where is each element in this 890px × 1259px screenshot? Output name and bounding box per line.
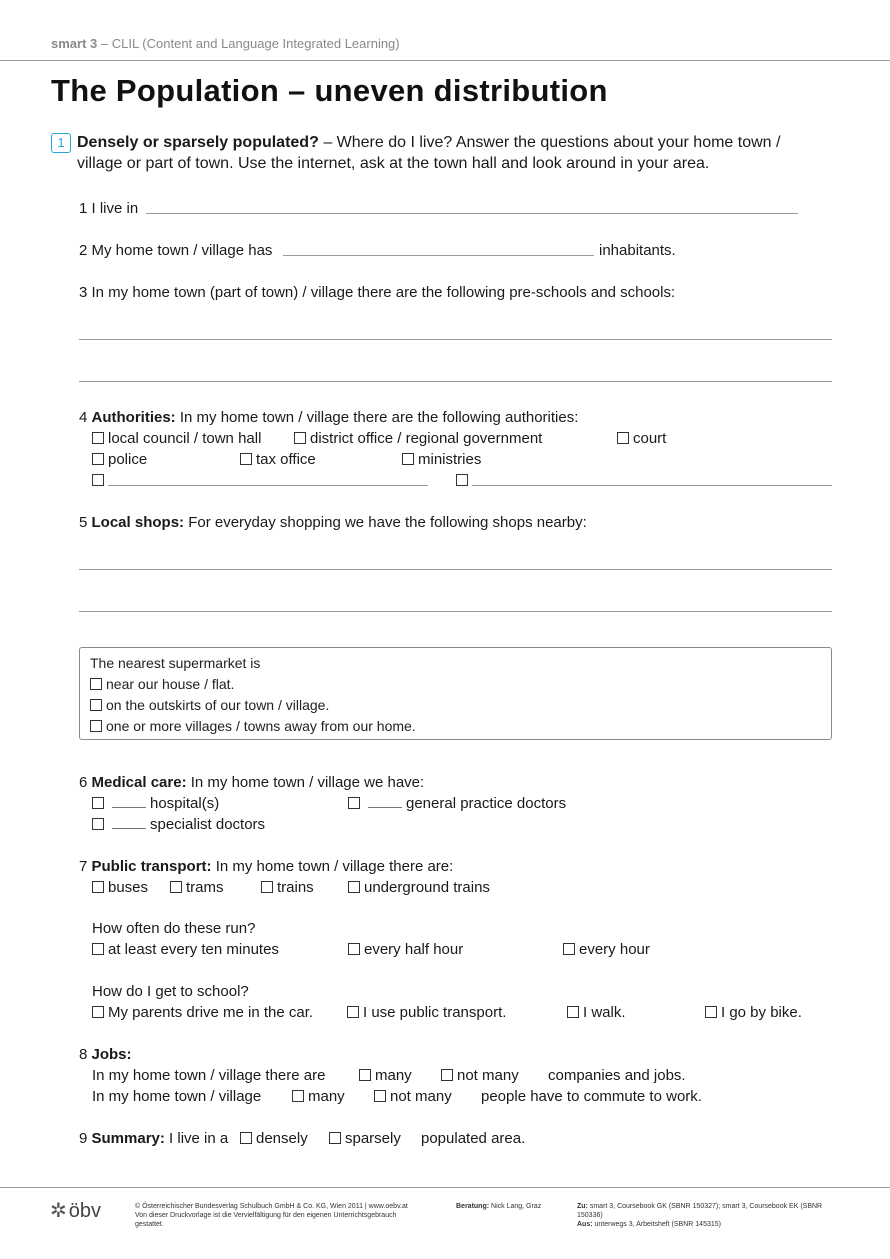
checkbox[interactable] <box>90 678 102 690</box>
q7-school-walk[interactable]: I walk. <box>567 1004 626 1022</box>
q4-option-tax-office[interactable]: tax office <box>240 451 316 469</box>
q7-school-car[interactable]: My parents drive me in the car. <box>92 1004 313 1022</box>
q4-other-1-line[interactable] <box>108 485 428 486</box>
q3-answer-line-2[interactable] <box>79 381 832 382</box>
q8-number: 8 <box>79 1046 88 1063</box>
q6-number: 6 <box>79 774 88 791</box>
q6-option-hospitals[interactable]: hospital(s) <box>92 795 219 813</box>
q7-heading: Public transport: <box>91 858 212 875</box>
q4-number: 4 <box>79 409 88 426</box>
checkbox[interactable] <box>374 1090 386 1102</box>
checkbox[interactable] <box>456 474 468 486</box>
checkbox[interactable] <box>617 432 629 444</box>
q8-row1-end: companies and jobs. <box>548 1067 686 1084</box>
checkbox[interactable] <box>92 1006 104 1018</box>
checkbox[interactable] <box>92 453 104 465</box>
q2-answer-line[interactable] <box>283 255 594 256</box>
task-number-badge: 1 <box>51 133 71 153</box>
checkbox[interactable] <box>92 881 104 893</box>
q3-label: 3 In my home town (part of town) / village there are the following pre-schools and schools: <box>79 284 676 301</box>
q2-suffix: inhabitants. <box>599 242 676 259</box>
q7-frequency-half-hour[interactable]: every half hour <box>348 941 463 959</box>
header-divider <box>0 60 890 61</box>
q4-other-2-line[interactable] <box>472 485 832 486</box>
q5-answer-line-2[interactable] <box>79 611 832 612</box>
q4-option-police[interactable]: police <box>92 451 147 469</box>
q5-text: For everyday shopping we have the following shops nearby: <box>188 514 587 531</box>
q8-row2-many[interactable]: many <box>292 1088 345 1106</box>
checkbox[interactable] <box>347 1006 359 1018</box>
checkbox[interactable] <box>92 474 104 486</box>
q7-frequency-ten-minutes[interactable]: at least every ten minutes <box>92 941 279 959</box>
q2-label: 2 My home town / village has <box>79 242 273 259</box>
q5-label <box>79 514 587 532</box>
q7-school-bike[interactable]: I go by bike. <box>705 1004 802 1022</box>
q8-row1-many[interactable]: many <box>359 1067 412 1085</box>
q6-option-specialists[interactable]: specialist doctors <box>92 816 265 834</box>
q9-option-sparsely[interactable]: sparsely <box>329 1130 401 1148</box>
footer-advice: Beratung: Nick Lang, Graz <box>456 1203 542 1210</box>
q1-answer-line[interactable] <box>146 213 798 214</box>
footer-divider <box>0 1187 890 1188</box>
brand-name: smart 3 <box>51 36 98 51</box>
q4-option-ministries[interactable]: ministries <box>402 451 481 469</box>
q6-label <box>79 774 424 792</box>
checkbox[interactable] <box>92 818 104 830</box>
q9-option-densely[interactable]: densely <box>240 1130 308 1148</box>
checkbox[interactable] <box>294 432 306 444</box>
checkbox[interactable] <box>348 881 360 893</box>
q4-option-district-office[interactable]: district office / regional government <box>294 430 542 448</box>
q9-end: populated area. <box>421 1130 526 1147</box>
q9-heading: Summary: <box>91 1130 165 1147</box>
checkbox[interactable] <box>567 1006 579 1018</box>
q7-option-trams[interactable]: trams <box>170 879 224 897</box>
q8-heading: Jobs: <box>91 1046 132 1063</box>
supermarket-box <box>79 647 832 740</box>
footer-copyright: © Österreichischer Bundesverlag Schulbuch GmbH & Co. KG, Wien 2011 | www.oebv.at Von dieser Druckvorlage ist die Vervielfältigung für den eigenen Unterrichtsgebrauch gestattet. <box>135 1203 408 1228</box>
q3-answer-line-1[interactable] <box>79 339 832 340</box>
q7-number: 7 <box>79 858 88 875</box>
q8-label <box>79 1046 132 1064</box>
count-blank[interactable] <box>112 816 146 829</box>
q7-school-public-transport[interactable]: I use public transport. <box>347 1004 506 1022</box>
q8-row2-not-many[interactable]: not many <box>374 1088 452 1106</box>
checkbox[interactable] <box>402 453 414 465</box>
q7-school-question: How do I get to school? <box>92 983 249 1000</box>
q6-option-gp-doctors[interactable]: general practice doctors <box>348 795 566 813</box>
checkbox[interactable] <box>348 797 360 809</box>
supermarket-option-villages-away[interactable]: one or more villages / towns away from our home. <box>90 717 416 735</box>
checkbox[interactable] <box>705 1006 717 1018</box>
count-blank[interactable] <box>112 795 146 808</box>
q4-option-other-1[interactable] <box>92 472 108 490</box>
checkbox[interactable] <box>292 1090 304 1102</box>
q6-heading: Medical care: <box>91 774 187 791</box>
checkbox[interactable] <box>348 943 360 955</box>
q8-row1-not-many[interactable]: not many <box>441 1067 519 1085</box>
checkbox[interactable] <box>240 1132 252 1144</box>
q8-row2-end: people have to commute to work. <box>481 1088 702 1105</box>
q9-text: I live in a <box>169 1130 229 1147</box>
q4-heading: Authorities: <box>91 409 176 426</box>
q6-text: In my home town / village we have: <box>190 774 425 791</box>
checkbox[interactable] <box>563 943 575 955</box>
q7-text: In my home town / village there are: <box>215 858 454 875</box>
q5-heading: Local shops: <box>91 514 185 531</box>
logo-text: öbv <box>68 1200 102 1222</box>
checkbox[interactable] <box>170 881 182 893</box>
q7-option-underground[interactable]: underground trains <box>348 879 490 897</box>
q9-label <box>79 1130 228 1148</box>
publisher-logo <box>50 1198 101 1223</box>
checkbox[interactable] <box>240 453 252 465</box>
q4-option-court[interactable]: court <box>617 430 666 448</box>
count-blank[interactable] <box>368 795 402 808</box>
q8-row2-text: In my home town / village <box>92 1088 262 1105</box>
q5-answer-line-1[interactable] <box>79 569 832 570</box>
q5-number: 5 <box>79 514 88 531</box>
task-instruction-text: – Where do I live? Answer the questions about your home town / village or part of town. Use the internet, ask at the town hall and look around in your area. <box>77 134 781 172</box>
page-header <box>51 36 400 51</box>
checkbox[interactable] <box>90 720 102 732</box>
task-heading: Densely or sparsely populated? <box>77 134 319 151</box>
q7-label <box>79 858 453 876</box>
q4-option-other-2[interactable] <box>456 472 472 490</box>
q7-option-buses[interactable]: buses <box>92 879 148 897</box>
checkbox[interactable] <box>92 943 104 955</box>
supermarket-option-outskirts[interactable]: on the outskirts of our town / village. <box>90 696 329 714</box>
supermarket-intro: The nearest supermarket is <box>90 655 261 671</box>
checkbox[interactable] <box>329 1132 341 1144</box>
q4-label <box>79 409 578 427</box>
page-title: The Population – uneven distribution <box>51 73 608 108</box>
supermarket-option-near[interactable]: near our house / flat. <box>90 675 234 693</box>
q8-row1-text: In my home town / village there are <box>92 1067 326 1084</box>
q9-number: 9 <box>79 1130 88 1147</box>
checkbox[interactable] <box>261 881 273 893</box>
q7-frequency-question: How often do these run? <box>92 920 256 937</box>
q4-text: In my home town / village there are the following authorities: <box>179 409 579 426</box>
checkbox[interactable] <box>92 797 104 809</box>
checkbox[interactable] <box>359 1069 371 1081</box>
q4-option-local-council[interactable]: local council / town hall <box>92 430 261 448</box>
task-instructions <box>77 132 817 174</box>
checkbox[interactable] <box>92 432 104 444</box>
q7-frequency-hour[interactable]: every hour <box>563 941 650 959</box>
checkbox[interactable] <box>441 1069 453 1081</box>
q1-label: 1 I live in <box>79 200 139 217</box>
header-subtitle: – CLIL (Content and Language Integrated Learning) <box>100 36 400 51</box>
asterisk-icon: ✲ <box>50 1200 67 1222</box>
footer-references: Zu: smart 3, Coursebook GK (SBNR 150327); smart 3, Coursebook EK (SBNR 150336) Aus: unterwegs 3, Arbeitsheft (SBNR 145315) <box>577 1203 823 1228</box>
checkbox[interactable] <box>90 699 102 711</box>
q7-option-trains[interactable]: trains <box>261 879 314 897</box>
